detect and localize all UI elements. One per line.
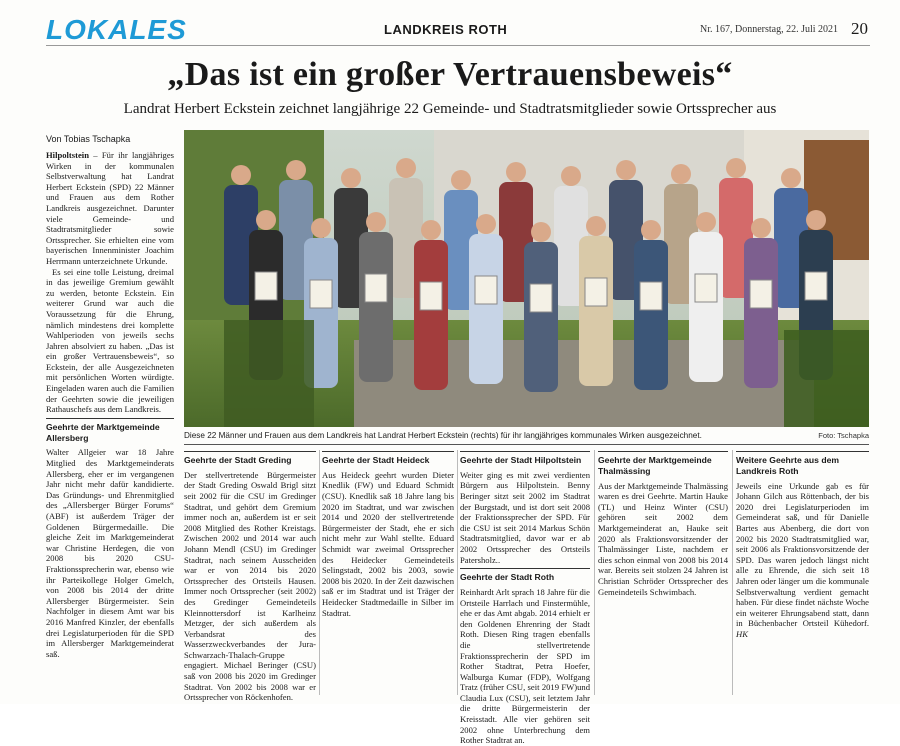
person-head [561,166,581,186]
caption-text: Diese 22 Männer und Frauen aus dem Landkreis hat Landrat Herbert Eckstein (rechts) für ihr langjähriges kommunales Wirken ausgezeichnet. [184,431,702,440]
person-silhouette [524,242,558,392]
section-text-greding: Der stellvertretende Bürgermeister der Stadt Greding Oswald Brigl sitzt seit 2002 für die CSU im Gredinger Stadtrat, und gehört dem Gremium immer noch an, außerdem ist er seit 2008 Mitglied des Rother Kreistags. Zwischen 2002 und 2014 war auch Johann Mendl (CSU) im Gredinger Stadtrat, nach seinem Ausscheiden war er von 2014 bis 2020 Ortssprecher des Ortsteils Hausen. Immer noch Ortssprecher (seit 2002) des Gredinger Gemeindeteils Kleinnottersdorf ist Karlheinz Metzger, der sich außerdem als Verbandsrat des Wasserzweckverbandes der Jura-Schwarzach-Thalach-Gruppe engagiert. Michael Beringer (CSU) saß von 2008 bis 2020 im Gredinger Stadtrat. Von 2002 bis 2008 war er Ortssprecher von Röckenhofen. [184,469,316,703]
certificate [805,272,827,300]
person-head [781,168,801,188]
section-text-weitere-body: Jeweils eine Urkunde gab es für Johann Gilch aus Röttenbach, der bis 2020 drei Legislaturperioden im Gemeinderat saß, und für Danielle Bartes aus Abenberg, die dort von 2002 bis 2020 Stadtratsmitglied war, seit 2006 als Fraktionsvorsitzende der SPD. Das waren jedoch längst nicht alle zu Ehrende, die sich seit 18 Jahren oder länger um die kommunale Selbstverwaltung verdient gemacht haben. Für diese findet nächste Woche ein weiterer Ehrungsabend statt, dann in Büchenbacher Ortsteil Kühedorf. [736,480,869,629]
section-text-heideck: Aus Heideck geehrt wurden Dieter Knedlik (FW) und Eduard Schmidt (CSU). Knedlik saß 18 Jahre lang bis 2020 im Stadtrat, und war zwischen 2014 und 2020 der stellvertretende Bürgermeister der Stadt, ehe er sich nicht mehr zur Wahl stellte. Eduard Schmidt war zweimal Ortssprecher des Heidecker Gemeindeteils Selingstadt, 2002 bis 2003, sowie 2008 bis 2020. In der Zeit dazwischen saß er im Stadtrat und ist Träger der Heidecker Stadtmedaille in Silber im Stadtrat. [322,469,454,618]
person-head [451,170,471,190]
column-divider [732,450,733,695]
intro-paragraph [46,150,174,267]
column-5 [598,448,728,698]
headline: „Das ist ein großer Vertrauensbeweis“ [167,56,733,93]
photo-caption [184,431,869,440]
section-heading-heideck: Geehrte der Stadt Heideck [322,451,454,466]
byline: Von Tobias Tschapka [46,134,131,144]
section-text-roth: Reinhardt Arlt sprach 18 Jahre für die Ortsteile Harrlach und Finstermühle, ehe er das Amt abgab. 2014 erhielt er den Goldenen Ehrenring der Stadt Roth. Diesen Ring tragen ebenfalls die stellvertretende Fraktionssprecherin der SPD im Rother Stadtrat, Petra Hoefer, Walburga Kumar (FDP), Wolfgang Tratz (früher CSU, seit 2019 FW)und Claudia Lux (CSU), seit letztem Jahr die dritte Bürgermeisterin der Kreisstadt. Alle vier gehören seit 2002 ohne Unterbrechung dem Rother Stadtrat an. [460,586,590,746]
certificate [750,280,772,308]
person-head [396,158,416,178]
person-silhouette [469,234,503,384]
person-head [616,160,636,180]
person-head [256,210,276,230]
intro-text: – Für ihr langjähriges Wirken in der kommunalen Selbstverwaltung hat Landrat Herbert Eckstein (SPD) 22 Männer und Frauen aus dem Rother Landkreis ausgezeichnet. Darunter viele Gemeinde- und Stadtratsmitglieder sowie Ortssprecher. Sie erhielten eine vom bayerischen Innenminister Joachim Herrmann unterzeichnete Urkunde. [46,150,174,266]
person-silhouette [634,240,668,390]
issue-info: Nr. 167, Donnerstag, 22. Juli 2021 [700,24,839,35]
column-3 [322,448,454,698]
page-number: 20 [851,19,868,38]
person-head [421,220,441,240]
section-text-allersberg: Walter Allgeier war 18 Jahre Mitglied des Marktgemeinderats Allersberg, eher er im vergangenen Jahr nicht mehr dafür kandidierte. Das Gründungs- und Ehrenmitglied des „Allersberger Bürger Forums“ (ABF) ist außerdem Träger der Goldenen Bürgermedaille. Die gleiche Zeit im Marktgemeinderat war Christine Herdegen, die von 2008 bis 2020 CSU-Fraktionssprecherin war, ebenso wie ihr Parteikollege Holger Gmelch, von 2008 bis 2014 der dritte Allersberger Bürgermeister. Sein Nachfolger in diesem Amt war bis 2016 Manfred Kinzler, der ebenfalls drei Legislaturperioden für die SPD im Allersberger Marktgemeinderat saß. [46,447,174,659]
section-heading-roth: Geehrte der Stadt Roth [460,568,590,583]
column-2 [184,448,316,703]
region-label: LANDKREIS ROTH [384,22,508,37]
column-1 [46,150,174,696]
intro-paragraph-2: Es sei eine tolle Leistung, dreimal in das jeweilige Gremium gewählt zu werden, betonte Eckstein. Ein weiterer Grund war auch die Voraussetzung für die Ehrung, nämlich mindestens drei komplette Wahlperioden von jeweils sechs Jahren absolviert zu haben. „Das ist ein großer Vertrauensbeweis“, so Eckstein, der alle Ausgezeichneten mit persönlichen Worten würdigte. Eingeladen waren auch die Familien der Geehrten sowie die jeweiligen Rathauschefs aus dem Landkreis. [46,266,174,415]
section-heading-thalmaessing: Geehrte der Marktgemeinde Thalmässing [598,451,728,477]
certificate [475,276,497,304]
section-heading-hilpoltstein: Geehrte der Stadt Hilpoltstein [460,451,590,466]
section-heading-weitere: Weitere Geehrte aus dem Landkreis Roth [736,451,869,477]
column-6 [736,448,869,698]
certificate [310,280,332,308]
photo-credit: Foto: Tschapka [818,431,869,440]
section-heading-allersberg: Geehrte der Marktgemeinde Allersberg [46,418,174,444]
person-head [311,218,331,238]
person-head [476,214,496,234]
section-heading-greding: Geehrte der Stadt Greding [184,451,316,466]
person-head [586,216,606,236]
column-divider [319,450,320,695]
person-silhouette [689,232,723,382]
certificate [695,274,717,302]
person-silhouette [744,238,778,388]
person-head [341,168,361,188]
person-head [726,158,746,178]
column-divider [594,450,595,695]
subheadline: Landrat Herbert Eckstein zeichnet langjährige 22 Gemeinde- und Stadtratsmitglieder sowie Ortssprecher aus [123,101,777,117]
person-head [506,162,526,182]
section-brand: LOKALES [46,14,187,45]
person-head [696,212,716,232]
person-silhouette [359,232,393,382]
certificate [255,272,277,300]
certificate [420,282,442,310]
person-head [231,165,251,185]
section-text-thalmaessing: Aus der Marktgemeinde Thalmässing waren es drei Geehrte. Martin Hauke (TL) und Heinz Winter (CSU) gehören seit 2002 dem Marktgemeinderat an, Hauke seit 2020 als Fraktionsvorsitzender der Thalmässinger Liste, nachdem er dies schon einmal von 2008 bis 2014 war. Bereits seit stolzen 24 Jahren ist Christian Schröder Ortssprecher des Gemeindeteils Schwimbach. [598,480,728,597]
person-head [671,164,691,184]
page-header [46,16,870,46]
certificate [365,274,387,302]
person-head [286,160,306,180]
column-4 [460,448,590,746]
author-signoff: HK [736,628,748,639]
group-photo-illustration [184,130,869,427]
person-head [751,218,771,238]
certificate [585,278,607,306]
group-photo [184,130,869,427]
certificate [640,282,662,310]
person-silhouette [414,240,448,390]
caption-rule [184,444,869,445]
person-head [806,210,826,230]
dateline: Hilpoltstein [46,150,89,160]
person-head [531,222,551,242]
section-text-weitere [736,481,869,640]
person-silhouette [579,236,613,386]
person-head [641,220,661,240]
person-head [366,212,386,232]
certificate [530,284,552,312]
section-text-hilpoltstein: Weiter ging es mit zwei verdienten Bürgern aus Hilpoltstein. Benny Beringer sitzt seit 2002 im Stadtrat der Burgstadt, und ist dort seit 2008 der Fraktionssprecher der SPD. Für die CSU ist seit 2014 Markus Schön Stadtratsmitglied, davor war er ab 2002 Ortssprecher des Ortsteils Patersholz.. [460,469,590,565]
column-divider [457,450,458,695]
